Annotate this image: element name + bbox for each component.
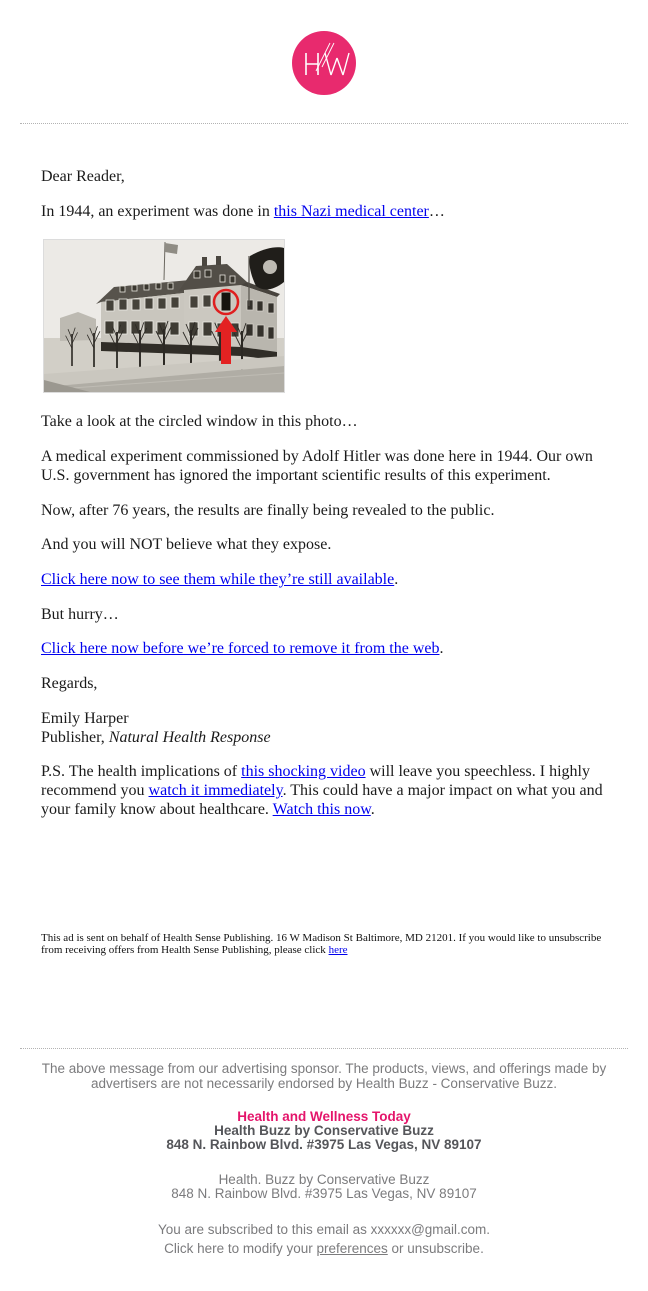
paragraph-but-hurry: But hurry… [41,605,119,623]
footer-alt-company: Health. Buzz by Conservative Buzz [218,1171,430,1187]
footer-alt-block [0,1173,648,1202]
paragraph-not-believe: And you will NOT believe what they expose. [41,536,332,554]
text-segment: P.S. The health implications of [41,763,242,781]
paragraph-76-years: Now, after 76 years, the results are finally being revealed to the public. [41,501,495,519]
email-footer [0,1062,648,1266]
footer-brand-block [0,1110,648,1153]
email-body [0,124,648,820]
ad-fine-print [41,932,607,957]
text-segment: . [370,800,375,818]
signature-role: Publisher, [41,728,109,746]
health-wellness-logo-icon [292,31,356,95]
text-segment: In 1944, an experiment was done in [41,202,274,220]
intro-paragraph [41,203,607,222]
nazi-medical-center-link[interactable]: this Nazi medical center [273,202,429,220]
text-segment: Click here to modify your [164,1240,317,1256]
circled-window [221,292,231,311]
watch-this-now-link[interactable]: Watch this now [272,800,371,818]
text-segment: … [428,202,445,220]
footer-subscription-block [0,1221,648,1257]
sponsor-disclaimer: The above message from our advertising sponsor. The products, views, and offerings made by advertisers are not necessarily endorsed by Health Buzz - Conservative Buzz. [41,1061,607,1091]
footer-brand-address: 848 N. Rainbow Blvd. #3975 Las Vegas, NV 89107 [166,1137,482,1153]
before-removed-link[interactable]: Click here now before we’re forced to remove it from the web [41,640,440,658]
cta-paragraph-1 [41,571,607,590]
shocking-video-link[interactable]: this shocking video [241,763,366,781]
ps-paragraph [41,763,607,819]
preferences-link[interactable]: preferences [316,1240,388,1256]
cta-paragraph-2 [41,640,607,659]
footer-alt-address: 848 N. Rainbow Blvd. #3975 Las Vegas, NV 89107 [171,1186,477,1201]
nazi-medical-center-photo [43,239,285,393]
watch-immediately-link[interactable]: watch it immediately [148,782,283,800]
greeting: Dear Reader, [41,168,125,185]
text-segment: will leave you speechless. I highly recommend you [41,763,590,800]
text-segment: . This could have a major impact on what you and your family know about healthcare. [41,782,603,818]
text-segment: This ad is sent on behalf of Health Sense Publishing. 16 W Madison St Baltimore, MD 21201. If you would like to unsubscribe from receiving offers from Health Sense Publishing, please click [41,931,602,956]
text-segment: . [394,571,399,589]
paragraph-experiment: A medical experiment commissioned by Adolf Hitler was done here in 1944. Our own U.S. government has ignored the important scientific results of this experiment. [41,448,593,484]
signature-publication: Natural Health Response [108,728,271,746]
text-segment: . [439,640,444,658]
signature-name: Emily Harper [41,709,129,727]
text-segment: or unsubscribe. [387,1240,484,1256]
regards: Regards, [41,675,98,693]
footer-brand-company: Health Buzz by Conservative Buzz [214,1123,434,1139]
bottom-divider [20,1048,628,1049]
signature [41,710,607,747]
subscribed-line: You are subscribed to this email as xxxxxx@gmail.com. [157,1222,491,1238]
hw-logo-glyph [292,31,356,95]
paragraph-take-a-look: Take a look at the circled window in this photo… [41,413,358,431]
footer-brand-title: Health and Wellness Today [237,1108,411,1124]
modify-line [0,1240,648,1258]
header [0,0,648,100]
see-them-link[interactable]: Click here now to see them while they’re still available [41,571,395,589]
fine-print-unsubscribe-link[interactable]: here [328,943,348,956]
